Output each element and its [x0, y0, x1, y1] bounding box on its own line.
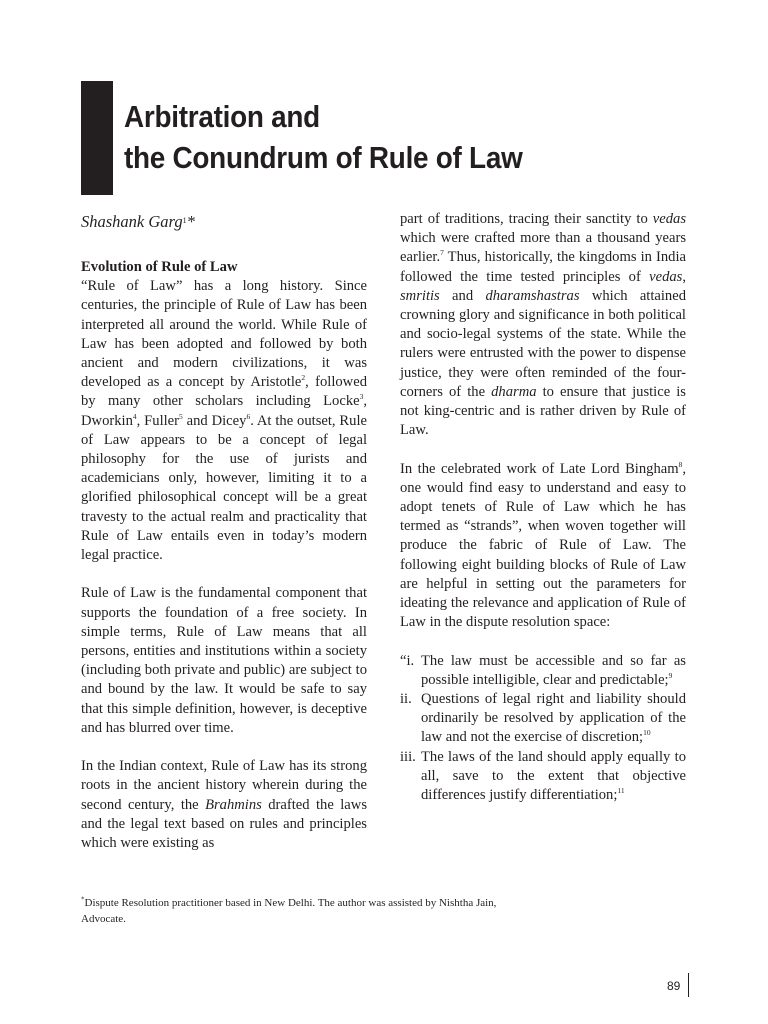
footnote-ref-9: 9: [668, 670, 673, 680]
emphasis: dharamshastras: [485, 287, 580, 304]
text-run: , Fuller: [136, 412, 180, 429]
list-marker: “i.: [400, 652, 415, 669]
paragraph-fundamental-component: Rule of Law is the fundamental component that supports the foundation of a free society. In simple terms, Rule of Law means that all persons, entities and institutions within a society (including both private and public) are subject to and bound by the law. It would be safe to say that this simple definition, however, is deceptive and has blurred over time.: [81, 585, 367, 736]
text-run: “Rule of Law” has a long history. Since centuries, the principle of Rule of Law has been interpreted all around the world. While Rule of Law has been adopted and followed by both ancient and modern civilizations, it was developed as a concept by Aristotle: [81, 278, 367, 391]
list-marker: ii.: [400, 691, 412, 708]
page-number: 89: [667, 979, 681, 993]
list-item: [400, 690, 686, 748]
list-item-text: The laws of the land should apply equally to all, save to the extent that objective differences justify differentiation;: [421, 748, 686, 804]
author-byline: [81, 211, 195, 233]
bingham-principles-list: [400, 652, 686, 806]
text-run: . At the outset, Rule of Law appears to be a concept of legal philosophy for the use of jurists and academicians only, however, limiting it to a glorified philosophical concept will be a great travesty to the actual realm and practicality that Rule of Law entails even in today’s modern legal practice.: [81, 412, 367, 564]
author-asterisk: *: [186, 212, 195, 231]
left-column: [81, 258, 367, 872]
text-run: Thus, historically, the kingdoms in India followed the time tested principles of: [400, 249, 686, 285]
paragraph-bingham: [400, 460, 686, 633]
right-column: [400, 210, 686, 805]
article-title-line-2: the Conundrum of Rule of Law: [124, 140, 523, 175]
list-item-text: Questions of legal right and liability should ordinarily be resolved by application of the law and not the exercise of discretion;: [421, 691, 686, 746]
emphasis: vedas: [652, 211, 686, 227]
footnote-ref-3: 3: [359, 392, 364, 402]
text-run: and Dicey: [182, 412, 247, 429]
footnote-ref-2: 2: [301, 373, 306, 383]
emphasis: Brahmins: [205, 796, 262, 813]
author-name: Shashank Garg: [81, 212, 183, 231]
page-number-divider: [688, 973, 689, 997]
paragraph-evolution: [81, 277, 367, 565]
emphasis: vedas: [649, 268, 683, 285]
text-run: which were crafted more than a thousand years earlier.: [400, 230, 686, 266]
list-item: [400, 748, 686, 806]
article-title: [124, 96, 523, 178]
footnote-marker: *: [81, 895, 85, 904]
text-run: and: [439, 287, 486, 304]
footnote-ref-8: 8: [678, 459, 683, 469]
text-run: , one would find easy to understand and easy to adopt tenets of Rule of Law which he has termed as “strands”, when woven together will produce the fabric of Rule of Law. The following eight building blocks of Rule of Law are helpful in setting out the parameters for ideating the relevance and application of Rule of Law in the dispute resolution space:: [400, 460, 686, 631]
text-run: In the celebrated work of Late Lord Bingham: [400, 460, 679, 477]
text-run: to ensure that justice is not king-centric and is rather driven by Rule of Law.: [400, 383, 686, 439]
text-run: which attained crowning glory and significance in both political and socio-legal systems of the state. While the rulers were entrusted with the power to dispense justice, they were often reminded of the four-corners of the: [400, 287, 687, 400]
emphasis: smritis: [400, 287, 440, 304]
footnote-ref-7: 7: [440, 248, 444, 258]
article-title-line-1: Arbitration and: [124, 99, 320, 134]
title-accent-bar: [81, 81, 113, 195]
text-run: In the Indian context, Rule of Law has its strong roots in the ancient history wherein during the second century, the: [81, 758, 367, 813]
footnote-ref-11: 11: [617, 786, 625, 796]
footnote-ref-6: 6: [246, 411, 251, 421]
text-run: part of traditions, tracing their sanctity to: [400, 211, 653, 227]
paragraph-indian-context: [81, 757, 367, 853]
footnote-ref-5: 5: [179, 411, 183, 421]
section-heading: Evolution of Rule of Law: [81, 259, 238, 275]
list-item-text: The law must be accessible and so far as possible intelligible, clear and predictable;: [421, 652, 686, 688]
author-footnote-marker: 1: [182, 216, 187, 225]
list-item: [400, 652, 686, 690]
footnote-text: Dispute Resolution practitioner based in New Delhi. The author was assisted by Nishtha Jain, Advocate.: [81, 897, 497, 925]
footnote-ref-4: 4: [132, 411, 137, 421]
text-run: ,: [682, 268, 686, 285]
paragraph-traditions: [400, 210, 686, 440]
footnote-ref-10: 10: [643, 728, 651, 738]
text-run: drafted the laws and the legal text based on rules and principles which were existing as: [81, 796, 367, 852]
text-run: , Dworkin: [81, 393, 367, 429]
emphasis: dharma: [491, 383, 537, 400]
page-footnote: [81, 895, 501, 927]
list-marker: iii.: [400, 748, 416, 765]
text-run: , followed by many other scholars including Locke: [81, 374, 367, 410]
